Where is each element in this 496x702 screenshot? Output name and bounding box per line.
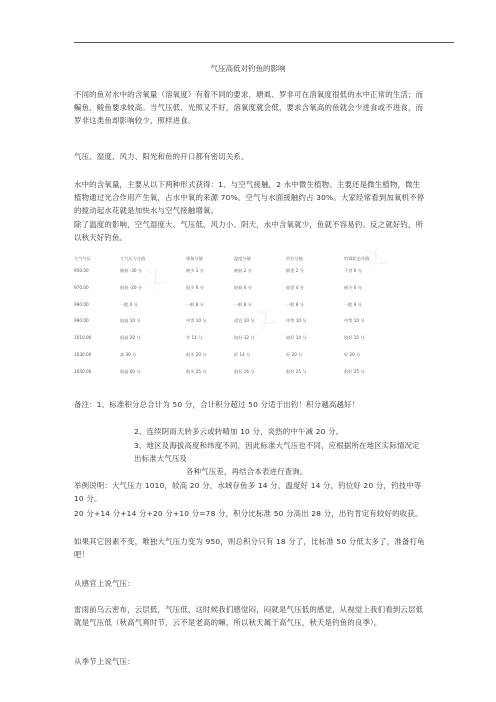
table-header-cell: 寄鱼分值	[186, 256, 203, 261]
table-cell: 较好 12 分	[234, 335, 255, 341]
table-cell: 较高 10 分	[120, 318, 141, 324]
table-cell: 很高 20 分	[120, 335, 141, 341]
table-cell: 极低 -30 分	[120, 268, 143, 273]
table-cell: 一般 8 分	[234, 301, 252, 307]
note-2: 2、连续阴雨天转多云或转晴加 10 分，炎热的中午减 20 分。	[134, 427, 344, 436]
table-cell: 不食 0 分	[344, 268, 362, 273]
paragraph-factors: 气压、湿度、风力、阳光和鱼的开口都有密切关系。	[74, 152, 249, 161]
table-cell: 很高 60 分	[120, 368, 141, 374]
table-cell: 好 20 分	[286, 351, 303, 357]
paragraph-oxygen-sources: 水中的含氧量，主要从以下两种形式获得：1、与空气接触，2 水中微生植物。主要还是微生植物，微生植物通过光合作用产生氧，占水中氧的来源 70%。空气与水面接触约占 30%。大家经常看到加氧机不停的搅动起水花就是加快水与空气接触增氧。	[74, 180, 425, 216]
table-cell: 很低 -20 分	[120, 284, 143, 290]
table-cell: 很好 25 分	[286, 368, 307, 374]
section-sensory-body: 雷雨前乌云密布，云层低，气压低，这时候我们感觉闷，闷就是气压低的感觉，从视觉上我们看到云层低就是气压低（秋高气爽时节，云不是老高的嘛，所以秋天属于高气压，秋天是钓鱼的良季）。	[74, 605, 424, 628]
table-cell: 极少 6 分	[344, 284, 362, 290]
table-cell: 很好 16 分	[234, 368, 255, 374]
table-row	[74, 333, 426, 350]
table-row	[74, 350, 426, 367]
example-paragraph: 举例说明：大气压力 1010，较高 20 分，水域存鱼多 14 分，温度好 14 分，钓位好 20 分，钓技中等 10 分。	[74, 481, 422, 504]
table-cell: 中等 10 分	[344, 318, 365, 324]
table-cell: 好 14 分	[234, 351, 251, 357]
table-cell: 一般 8 分	[186, 301, 204, 307]
section-sensory-heading: 从感官上说气压：	[74, 579, 135, 588]
table-cell: 好 20 分	[344, 351, 361, 357]
note-4: 各种气压差，再结合本表进行查询。	[186, 467, 308, 476]
table-cell: 很少 6 分	[186, 284, 204, 290]
table-cell: 很好 25 分	[344, 368, 365, 374]
note-1: 备注：1、标准积分总合计为 50 分，合计积分超过 50 分适于出钓！积分越高越好！	[74, 400, 360, 409]
table-cell: 1030.00	[74, 351, 92, 357]
table-header-cell: 温度分值	[234, 256, 251, 261]
table-cell: 较好 14 分	[286, 335, 307, 341]
table-cell: 很多 25 分	[186, 368, 207, 374]
table-row	[74, 283, 426, 300]
table-row	[74, 367, 426, 384]
table-cell: 较低 6 分	[234, 284, 252, 290]
table-cell: 高 30 分	[120, 351, 137, 357]
table-cell: 多 14 分	[186, 335, 203, 341]
table-cell: 极低 2 分	[234, 268, 252, 273]
example-low-pressure: 如果其它因素不变，唯独大气压力变为 950，则总积分只有 18 分了，比标准 50 分低太多了，准备打龟吧！	[74, 537, 425, 560]
document-title: 气压高低对钓鱼的影响	[210, 64, 286, 73]
table-cell: 990.00	[74, 318, 89, 324]
table-cell: 1010.00	[74, 335, 92, 341]
table-header-cell: 大气气压	[74, 256, 91, 261]
table-cell: 较差 4 分	[286, 284, 304, 290]
section-season-heading: 从季节上说气压：	[74, 657, 135, 666]
table-cell: 一般 8 分	[344, 301, 362, 307]
table-cell: 极差 2 分	[286, 268, 304, 273]
table-cell: 一般 8 分	[286, 301, 304, 307]
table-cell: 970.00	[74, 284, 89, 290]
example-calculation: 20 分+14 分+14 分+20 分+10 分=78 分，积分比标准 50 分高出 28 分，出钓肯定有较好的收获。	[74, 509, 423, 518]
table-cell: 中等 10 分	[186, 318, 207, 324]
table-header-cell: 钓位分值	[286, 256, 303, 261]
table-header-cell: 钓饵状态分值	[344, 256, 370, 261]
table-cell: 一般 0 分	[120, 301, 138, 307]
table-cell: 很多 20 分	[186, 351, 207, 357]
table-cell: 较好 15 分	[344, 335, 365, 341]
table-cell: 950.00	[74, 268, 89, 273]
table-cell: 990.00	[74, 301, 89, 307]
table-header-cell: 大气压力分值	[120, 256, 146, 261]
table-cell: 适宜 10 分	[234, 318, 255, 324]
table-cell: 极少 1 分	[186, 268, 204, 273]
paragraph-other-factors: 除了温度的影响，空气湿度大、气压低、风力小、阴天，水中含氧就少，鱼就不容易钓。反之就好钓，所以秋天好钓鱼。	[74, 220, 424, 243]
paragraph-oxygen-requirements: 不同的鱼对水中的含氧量（溶氧度）有着不同的要求，塘虱、罗非可在溶氧度很低的水中正常的生活；而鳊鱼、鲮鱼要求较高。当气压低、光照又不好，溶氧度就会低，要求含氧高的鱼就会少进食或不进食，而罗非这类鱼却影响较少，照样进食。	[74, 90, 424, 126]
header-rule	[74, 42, 454, 43]
note-3: 3、地区及海拔高度和纬度不同，因此标准大气压也不同，应根据所在地区实际情况定出标准大气压及	[134, 441, 420, 464]
table-cell: 1050.00	[74, 368, 92, 374]
table-cell: 中等 10 分	[286, 318, 307, 324]
